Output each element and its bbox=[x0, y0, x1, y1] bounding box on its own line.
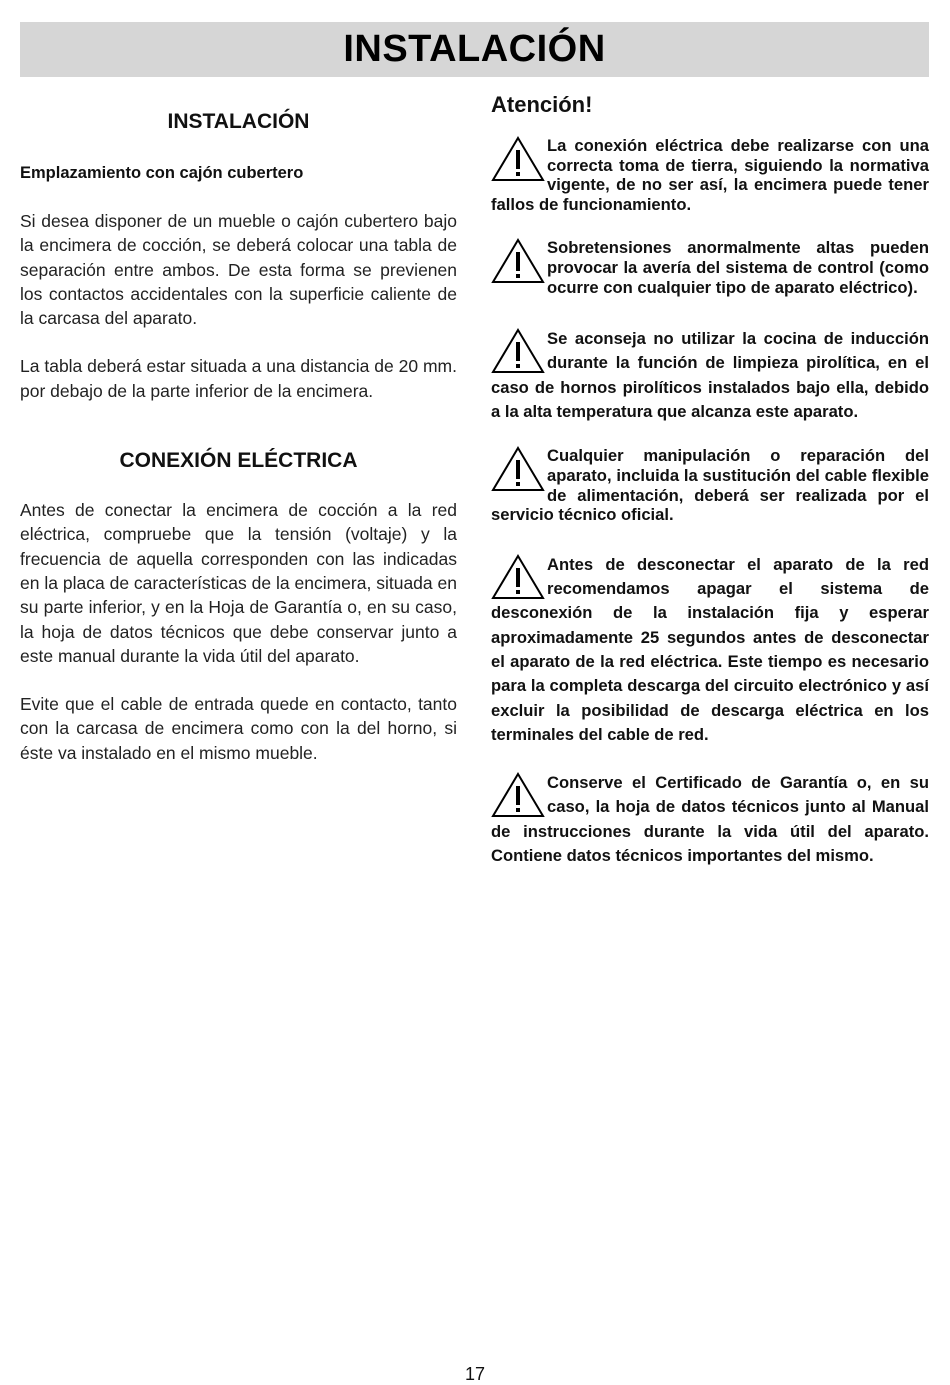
warning-triangle-icon bbox=[491, 771, 545, 819]
warning-text: Sobretensiones anormalmente altas pueden provocar la avería del sistema de control (como ocurre con cualquier tipo de aparato eléctrico). bbox=[547, 238, 929, 297]
page-number: 17 bbox=[464, 1364, 486, 1384]
left-column bbox=[20, 110, 457, 765]
warning-block bbox=[491, 136, 929, 214]
electrical-paragraph-2: Evite que el cable de entrada quede en contacto, tanto con la carcasa de encimera como con la del horno, si éste va instalado en el mismo mueble. bbox=[20, 694, 457, 763]
installation-heading: INSTALACIÓN bbox=[167, 110, 310, 133]
electrical-connection-heading: CONEXIÓN ELÉCTRICA bbox=[119, 449, 358, 473]
warning-text: Cualquier manipulación o reparación del aparato, incluida la sustitución del cable flexible de alimentación, deberá ser realizada por el servicio técnico oficial. bbox=[491, 446, 929, 525]
warning-triangle-icon bbox=[491, 446, 545, 492]
warning-text: Antes de desconectar el aparato de la red recomendamos apagar el sistema de desconexión de la instalación fija y esperar aproximadamente 25 segundos antes de desconectar el aparato de la red eléctrica. Este tiempo es necesario para la completa descarga del circuito electrónico y así excluir la posibilidad de descarga eléctrica en los terminales del cable de red. bbox=[491, 554, 929, 744]
warning-text: Conserve el Certificado de Garantía o, en su caso, la hoja de datos técnicos junto al Manual de instrucciones durante la vida útil del aparato. Contiene datos técnicos importantes del mismo. bbox=[491, 773, 929, 865]
page-header-banner bbox=[20, 22, 929, 77]
electrical-paragraph-1: Antes de conectar la encimera de cocción a la red eléctrica, compruebe que la tensión (voltaje) y la frecuencia de aquella corresponden con las indicadas en la placa de características de la encimera, situada en su parte inferior, y en la Hoja de Garantía o, en su caso, la hoja de datos técnicos que debe conservar junto a este manual durante la vida útil del aparato. bbox=[20, 500, 457, 666]
warning-block bbox=[491, 238, 929, 297]
warning-block bbox=[491, 327, 929, 424]
warning-triangle-icon bbox=[491, 327, 545, 375]
installation-paragraph-2: La tabla deberá estar situada a una distancia de 20 mm. por debajo de la parte inferior de la encimera. bbox=[20, 356, 457, 401]
warning-triangle-icon bbox=[491, 238, 545, 284]
warning-block bbox=[491, 771, 929, 868]
installation-subheading: Emplazamiento con cajón cubertero bbox=[20, 164, 304, 182]
warning-block bbox=[491, 446, 929, 524]
right-column bbox=[491, 92, 929, 868]
installation-paragraph-1: Si desea disponer de un mueble o cajón cubertero bajo la encimera de cocción, se deberá colocar una tabla de separación entre ambos. De esta forma se previenen los contactos accidentales con la superficie caliente de la carcasa del aparato. bbox=[20, 211, 457, 329]
page-title: INSTALACIÓN bbox=[343, 28, 606, 70]
warning-triangle-icon bbox=[491, 136, 545, 182]
warning-text: La conexión eléctrica debe realizarse con una correcta toma de tierra, siguiendo la normativa vigente, de no ser así, la encimera puede tener fallos de funcionamiento. bbox=[491, 136, 929, 214]
attention-heading: Atención! bbox=[491, 92, 593, 117]
warning-block bbox=[491, 553, 929, 747]
warning-text: Se aconseja no utilizar la cocina de inducción durante la función de limpieza pirolítica, en el caso de hornos pirolíticos instalados bajo ella, debido a la alta temperatura que alcanza este aparato. bbox=[491, 329, 929, 422]
warning-triangle-icon bbox=[491, 553, 545, 601]
